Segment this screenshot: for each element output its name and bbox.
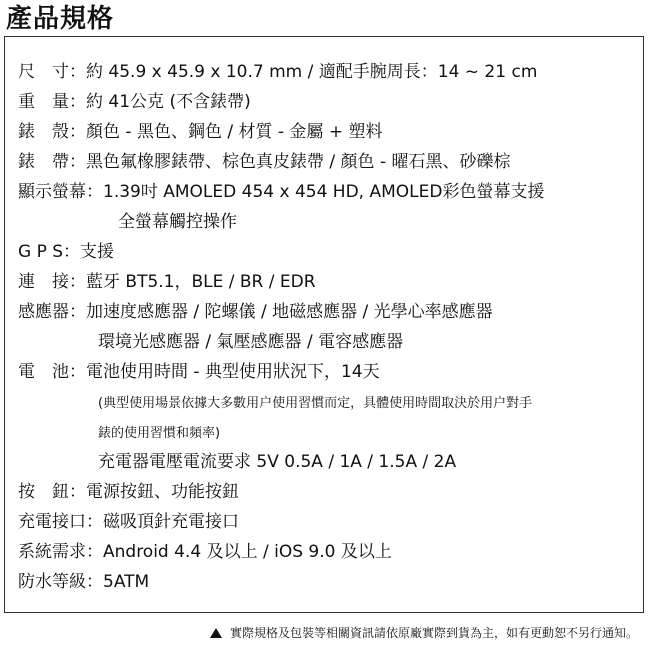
spec-row-gps (18, 242, 114, 262)
spec-row-connect (18, 272, 316, 292)
spec-value: 磁吸頂針充電接口 (103, 512, 239, 532)
spec-row-strap (18, 152, 510, 172)
spec-value: 5ATM (103, 572, 150, 592)
spec-value: (典型使用場景依據大多數用户使用習慣而定，具體使用時間取決於用户對手 (98, 396, 533, 411)
spec-row-battery-note-cont (98, 424, 220, 444)
spec-row-case (18, 122, 382, 142)
spec-row-weight (18, 92, 251, 112)
spec-label: 重 量： (18, 92, 86, 112)
spec-label: 錶 殼： (18, 122, 86, 142)
spec-label: 電 池： (18, 362, 86, 382)
spec-row-sensor-cont (98, 332, 403, 352)
spec-label: 尺 寸： (18, 62, 86, 82)
spec-row-battery (18, 362, 380, 382)
disclaimer-text: 實際規格及包裝等相關資訊請依原廠實際到貨為主，如有更動恕不另行通知。 (229, 626, 638, 640)
spec-value: 支援 (80, 242, 115, 262)
spec-label: 按 鈕： (18, 482, 86, 502)
spec-value: 電源按鈕、功能按鈕 (86, 482, 239, 502)
spec-label: 感應器： (18, 302, 86, 322)
spec-row-waterproof (18, 572, 149, 592)
spec-value: 1.39吋 AMOLED 454 x 454 HD, AMOLED彩色螢幕支援 (103, 182, 545, 202)
spec-row-sensor (18, 302, 493, 322)
spec-value: 加速度感應器 / 陀螺儀 / 地磁感應器 / 光學心率感應器 (86, 302, 493, 322)
spec-row-charger (98, 452, 456, 472)
page-title: 產品規格 (6, 4, 115, 34)
spec-value: Android 4.4 及以上 / iOS 9.0 及以上 (103, 542, 392, 562)
spec-row-system (18, 542, 392, 562)
spec-label: 系統需求： (18, 542, 103, 562)
spec-value: 錶的使用習慣和頻率) (98, 426, 221, 441)
spec-label: 顯示螢幕： (18, 182, 103, 202)
spec-value: 黑色氟橡膠錶帶、棕色真皮錶帶 / 顏色 - 曜石黑、砂礫棕 (86, 152, 511, 172)
spec-label: 錶 帶： (18, 152, 86, 172)
triangle-icon (210, 628, 222, 638)
spec-label: G P S： (18, 242, 81, 262)
spec-value: 電池使用時間 - 典型使用狀況下，14天 (86, 362, 380, 382)
spec-value: 全螢幕觸控操作 (118, 212, 237, 232)
spec-value: 顏色 - 黑色、鋼色 / 材質 - 金屬 + 塑料 (86, 122, 383, 142)
spec-row-display-cont (118, 212, 237, 232)
spec-value: 約 41公克 (不含錶帶) (86, 92, 251, 112)
spec-label: 防水等級： (18, 572, 103, 592)
spec-row-buttons (18, 482, 239, 502)
spec-row-size (18, 62, 537, 82)
spec-value: 環境光感應器 / 氣壓感應器 / 電容感應器 (98, 332, 404, 352)
spec-value: 約 45.9 x 45.9 x 10.7 mm / 適配手腕周長：14 ~ 21 cm (86, 62, 538, 82)
spec-value: 藍牙 BT5.1，BLE / BR / EDR (86, 272, 316, 292)
spec-row-charging-port (18, 512, 239, 532)
spec-label: 充電接口： (18, 512, 103, 532)
spec-row-battery-note (98, 394, 532, 414)
disclaimer (210, 624, 638, 641)
spec-row-display (18, 182, 544, 202)
spec-label: 連 接： (18, 272, 86, 292)
spec-value: 充電器電壓電流要求 5V 0.5A / 1A / 1.5A / 2A (98, 452, 457, 472)
